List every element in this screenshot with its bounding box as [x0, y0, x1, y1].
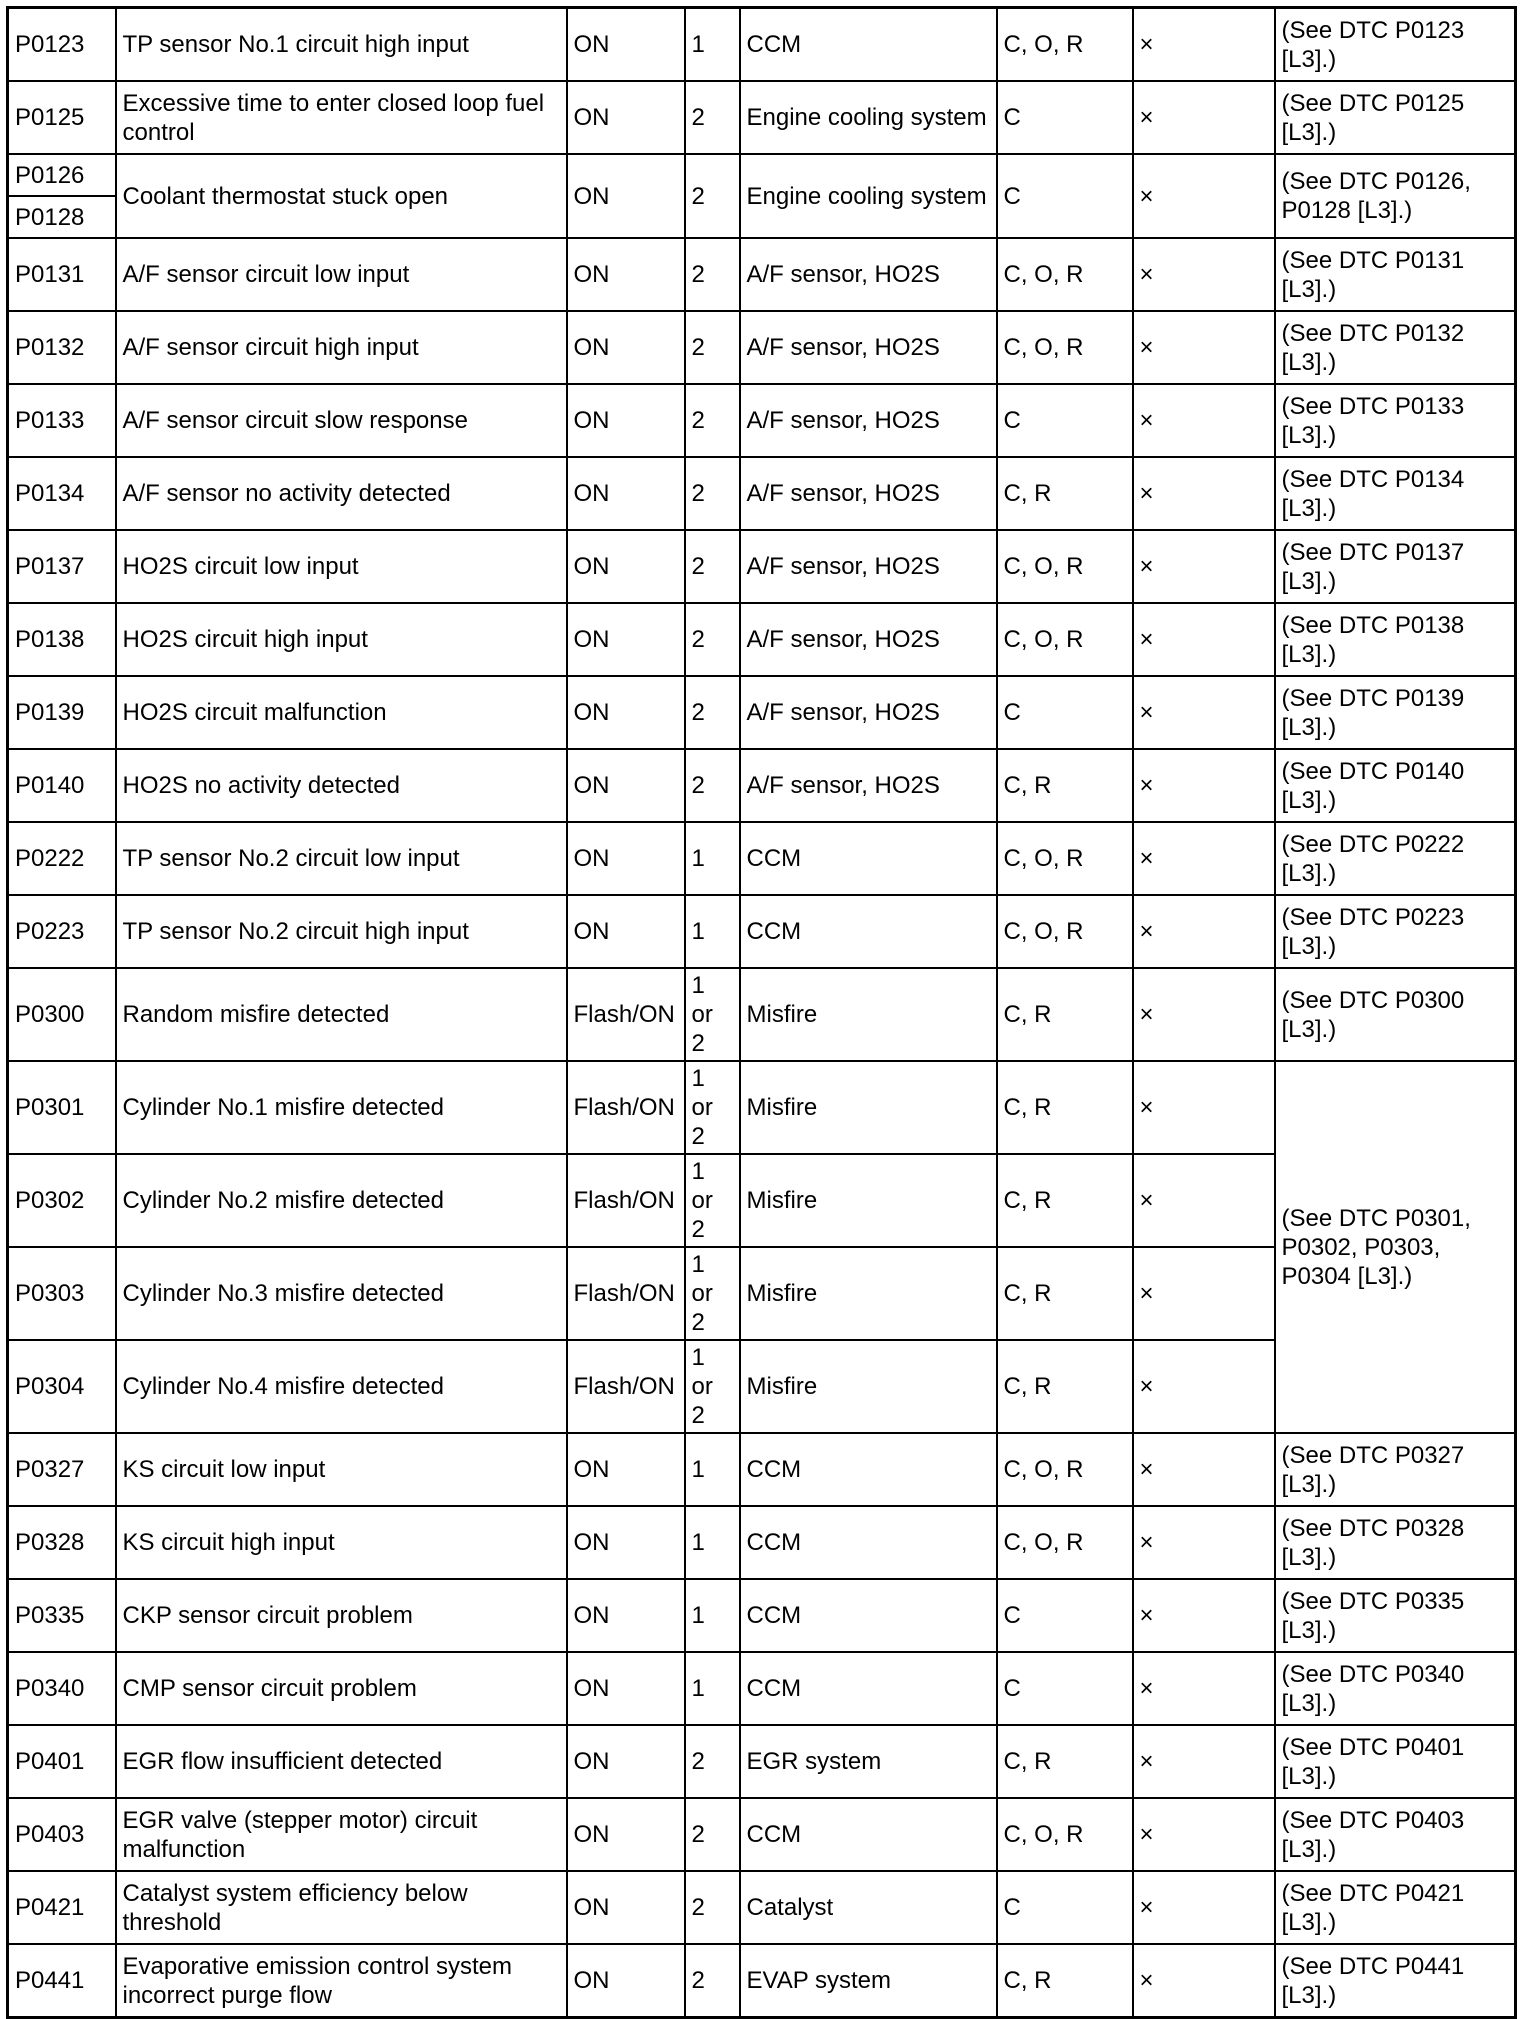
monitor-item: Engine cooling system: [740, 154, 997, 238]
dtc-code: P0327: [8, 1433, 116, 1506]
mil: Flash/ON: [567, 1154, 685, 1247]
trip: 1 or 2: [685, 1247, 740, 1340]
memory-mark: ×: [1133, 1506, 1275, 1579]
mil: ON: [567, 1725, 685, 1798]
monitor-item: A/F sensor, HO2S: [740, 530, 997, 603]
reference-link[interactable]: (See DTC P0125 [L3].): [1275, 81, 1516, 154]
reference-link[interactable]: (See DTC P0132 [L3].): [1275, 311, 1516, 384]
reference-link[interactable]: (See DTC P0133 [L3].): [1275, 384, 1516, 457]
monitor-item: A/F sensor, HO2S: [740, 603, 997, 676]
dtc-code: P0300: [8, 968, 116, 1061]
dtc-code: P0335: [8, 1579, 116, 1652]
test-type: C, O, R: [997, 530, 1133, 603]
trip: 2: [685, 238, 740, 311]
trip: 1: [685, 8, 740, 82]
test-type: C: [997, 1579, 1133, 1652]
dtc-code: P0132: [8, 311, 116, 384]
test-type: C: [997, 81, 1133, 154]
trip: 2: [685, 603, 740, 676]
test-type: C, R: [997, 1247, 1133, 1340]
dtc-table-page: [6, 6, 1514, 2019]
reference-link[interactable]: (See DTC P0441 [L3].): [1275, 1944, 1516, 2018]
dtc-code: P0401: [8, 1725, 116, 1798]
trip: 2: [685, 1871, 740, 1944]
trip: 1: [685, 822, 740, 895]
condition: A/F sensor circuit high input: [116, 311, 567, 384]
mil: ON: [567, 238, 685, 311]
table-row: [8, 1725, 1516, 1798]
condition: Random misfire detected: [116, 968, 567, 1061]
test-type: C, O, R: [997, 1798, 1133, 1871]
dtc-code: P0441: [8, 1944, 116, 2018]
memory-mark: ×: [1133, 1433, 1275, 1506]
reference-link[interactable]: (See DTC P0140 [L3].): [1275, 749, 1516, 822]
monitor-item: CCM: [740, 8, 997, 82]
test-type: C: [997, 1871, 1133, 1944]
reference-link[interactable]: (See DTC P0327 [L3].): [1275, 1433, 1516, 1506]
dtc-code: P0222: [8, 822, 116, 895]
table-row: [8, 1579, 1516, 1652]
memory-mark: ×: [1133, 384, 1275, 457]
monitor-item: EGR system: [740, 1725, 997, 1798]
dtc-code: P0128: [8, 196, 116, 238]
table-row: [8, 8, 1516, 82]
reference-link[interactable]: (See DTC P0139 [L3].): [1275, 676, 1516, 749]
trip: 1: [685, 1652, 740, 1725]
table-row: [8, 530, 1516, 603]
monitor-item: Engine cooling system: [740, 81, 997, 154]
trip: 1: [685, 895, 740, 968]
table-row: [8, 968, 1516, 1061]
reference-link[interactable]: (See DTC P0340 [L3].): [1275, 1652, 1516, 1725]
reference-link[interactable]: (See DTC P0131 [L3].): [1275, 238, 1516, 311]
dtc-code: P0328: [8, 1506, 116, 1579]
test-type: C, R: [997, 1154, 1133, 1247]
memory-mark: ×: [1133, 530, 1275, 603]
test-type: C, R: [997, 1061, 1133, 1154]
monitor-item: CCM: [740, 1798, 997, 1871]
mil: ON: [567, 530, 685, 603]
table-row: [8, 676, 1516, 749]
mil: Flash/ON: [567, 1061, 685, 1154]
trip: 1 or 2: [685, 1340, 740, 1433]
dtc-code: P0133: [8, 384, 116, 457]
table-row: [8, 822, 1516, 895]
memory-mark: ×: [1133, 1652, 1275, 1725]
dtc-code: P0403: [8, 1798, 116, 1871]
memory-mark: ×: [1133, 968, 1275, 1061]
test-type: C, R: [997, 968, 1133, 1061]
memory-mark: ×: [1133, 1871, 1275, 1944]
dtc-code: P0301: [8, 1061, 116, 1154]
monitor-item: A/F sensor, HO2S: [740, 311, 997, 384]
dtc-code: P0304: [8, 1340, 116, 1433]
table-row: [8, 81, 1516, 154]
trip: 2: [685, 311, 740, 384]
condition: A/F sensor circuit low input: [116, 238, 567, 311]
table-row: [8, 238, 1516, 311]
table-row: [8, 1944, 1516, 2018]
reference-link[interactable]: (See DTC P0134 [L3].): [1275, 457, 1516, 530]
mil: ON: [567, 8, 685, 82]
mil: ON: [567, 311, 685, 384]
table-row: [8, 1433, 1516, 1506]
trip: 2: [685, 457, 740, 530]
mil: ON: [567, 384, 685, 457]
test-type: C: [997, 154, 1133, 238]
condition: Cylinder No.4 misfire detected: [116, 1340, 567, 1433]
test-type: C, R: [997, 1725, 1133, 1798]
test-type: C, R: [997, 457, 1133, 530]
monitor-item: Misfire: [740, 1061, 997, 1154]
memory-mark: ×: [1133, 1247, 1275, 1340]
condition: KS circuit high input: [116, 1506, 567, 1579]
trip: 2: [685, 384, 740, 457]
memory-mark: ×: [1133, 1725, 1275, 1798]
condition: HO2S circuit malfunction: [116, 676, 567, 749]
condition: A/F sensor no activity detected: [116, 457, 567, 530]
table-row: [8, 311, 1516, 384]
reference-link[interactable]: (See DTC P0328 [L3].): [1275, 1506, 1516, 1579]
dtc-code: P0137: [8, 530, 116, 603]
table-row: [8, 895, 1516, 968]
reference-link[interactable]: (See DTC P0137 [L3].): [1275, 530, 1516, 603]
trip: 2: [685, 676, 740, 749]
trip: 1 or 2: [685, 968, 740, 1061]
mil: ON: [567, 1652, 685, 1725]
reference-link[interactable]: (See DTC P0335 [L3].): [1275, 1579, 1516, 1652]
reference-link[interactable]: (See DTC P0300 [L3].): [1275, 968, 1516, 1061]
dtc-code: P0302: [8, 1154, 116, 1247]
mil: ON: [567, 457, 685, 530]
reference-link[interactable]: (See DTC P0123 [L3].): [1275, 8, 1516, 82]
dtc-code: P0421: [8, 1871, 116, 1944]
test-type: C, O, R: [997, 238, 1133, 311]
trip: 2: [685, 530, 740, 603]
monitor-item: Catalyst: [740, 1871, 997, 1944]
test-type: C, O, R: [997, 8, 1133, 82]
monitor-item: EVAP system: [740, 1944, 997, 2018]
monitor-item: CCM: [740, 895, 997, 968]
mil: ON: [567, 1798, 685, 1871]
memory-mark: ×: [1133, 749, 1275, 822]
monitor-item: A/F sensor, HO2S: [740, 238, 997, 311]
trip: 2: [685, 154, 740, 238]
dtc-code: P0139: [8, 676, 116, 749]
trip: 2: [685, 749, 740, 822]
monitor-item: Misfire: [740, 968, 997, 1061]
test-type: C, O, R: [997, 603, 1133, 676]
table-row: [8, 457, 1516, 530]
condition: Evaporative emission control system incorrect purge flow: [116, 1944, 567, 2018]
memory-mark: ×: [1133, 1061, 1275, 1154]
mil: ON: [567, 81, 685, 154]
monitor-item: Misfire: [740, 1340, 997, 1433]
condition: TP sensor No.1 circuit high input: [116, 8, 567, 82]
trip: 2: [685, 1798, 740, 1871]
monitor-item: A/F sensor, HO2S: [740, 384, 997, 457]
memory-mark: ×: [1133, 895, 1275, 968]
condition: Cylinder No.1 misfire detected: [116, 1061, 567, 1154]
test-type: C, O, R: [997, 895, 1133, 968]
trip: 2: [685, 1725, 740, 1798]
memory-mark: ×: [1133, 311, 1275, 384]
memory-mark: ×: [1133, 154, 1275, 238]
reference-link[interactable]: (See DTC P0126, P0128 [L3].): [1275, 154, 1516, 238]
mil: ON: [567, 1433, 685, 1506]
memory-mark: ×: [1133, 1579, 1275, 1652]
table-row: [8, 384, 1516, 457]
memory-mark: ×: [1133, 1340, 1275, 1433]
test-type: C, O, R: [997, 822, 1133, 895]
condition: HO2S no activity detected: [116, 749, 567, 822]
condition: CKP sensor circuit problem: [116, 1579, 567, 1652]
memory-mark: ×: [1133, 457, 1275, 530]
dtc-code: P0123: [8, 8, 116, 82]
monitor-item: A/F sensor, HO2S: [740, 457, 997, 530]
mil: ON: [567, 822, 685, 895]
monitor-item: CCM: [740, 1433, 997, 1506]
dtc-code: P0131: [8, 238, 116, 311]
condition: TP sensor No.2 circuit high input: [116, 895, 567, 968]
table-row: [8, 154, 1516, 196]
reference-link[interactable]: (See DTC P0401 [L3].): [1275, 1725, 1516, 1798]
test-type: C: [997, 676, 1133, 749]
test-type: C, O, R: [997, 311, 1133, 384]
mil: ON: [567, 749, 685, 822]
test-type: C, O, R: [997, 1506, 1133, 1579]
mil: ON: [567, 1871, 685, 1944]
reference-link[interactable]: (See DTC P0222 [L3].): [1275, 822, 1516, 895]
dtc-code: P0340: [8, 1652, 116, 1725]
table-row: [8, 1061, 1516, 1154]
mil: ON: [567, 603, 685, 676]
table-row: [8, 1798, 1516, 1871]
test-type: C: [997, 1652, 1133, 1725]
dtc-code: P0223: [8, 895, 116, 968]
memory-mark: ×: [1133, 676, 1275, 749]
monitor-item: CCM: [740, 822, 997, 895]
mil: Flash/ON: [567, 1340, 685, 1433]
reference-link[interactable]: (See DTC P0403 [L3].): [1275, 1798, 1516, 1871]
dtc-code: P0126: [8, 154, 116, 196]
dtc-code: P0138: [8, 603, 116, 676]
memory-mark: ×: [1133, 238, 1275, 311]
mil: ON: [567, 1506, 685, 1579]
table-row: [8, 603, 1516, 676]
memory-mark: ×: [1133, 1154, 1275, 1247]
trip: 1: [685, 1506, 740, 1579]
memory-mark: ×: [1133, 8, 1275, 82]
test-type: C: [997, 384, 1133, 457]
condition: TP sensor No.2 circuit low input: [116, 822, 567, 895]
condition: EGR valve (stepper motor) circuit malfunction: [116, 1798, 567, 1871]
mil: ON: [567, 895, 685, 968]
mil: Flash/ON: [567, 1247, 685, 1340]
memory-mark: ×: [1133, 81, 1275, 154]
monitor-item: CCM: [740, 1652, 997, 1725]
reference-link[interactable]: (See DTC P0223 [L3].): [1275, 895, 1516, 968]
condition: EGR flow insufficient detected: [116, 1725, 567, 1798]
condition: A/F sensor circuit slow response: [116, 384, 567, 457]
test-type: C, R: [997, 749, 1133, 822]
condition: Cylinder No.3 misfire detected: [116, 1247, 567, 1340]
condition: Catalyst system efficiency below threshold: [116, 1871, 567, 1944]
table-row: [8, 1506, 1516, 1579]
trip: 1: [685, 1433, 740, 1506]
memory-mark: ×: [1133, 603, 1275, 676]
condition: Cylinder No.2 misfire detected: [116, 1154, 567, 1247]
dtc-code: P0140: [8, 749, 116, 822]
test-type: C, R: [997, 1944, 1133, 2018]
trip: 1 or 2: [685, 1061, 740, 1154]
test-type: C, O, R: [997, 1433, 1133, 1506]
mil: ON: [567, 1579, 685, 1652]
mil: ON: [567, 676, 685, 749]
condition: CMP sensor circuit problem: [116, 1652, 567, 1725]
table-row: [8, 749, 1516, 822]
dtc-code: P0134: [8, 457, 116, 530]
test-type: C, R: [997, 1340, 1133, 1433]
reference-link[interactable]: (See DTC P0301, P0302, P0303, P0304 [L3].): [1275, 1061, 1516, 1433]
monitor-item: Misfire: [740, 1247, 997, 1340]
mil: ON: [567, 1944, 685, 2018]
condition: HO2S circuit low input: [116, 530, 567, 603]
trip: 2: [685, 1944, 740, 2018]
dtc-code: P0125: [8, 81, 116, 154]
trip: 2: [685, 81, 740, 154]
table-row: [8, 1871, 1516, 1944]
reference-link[interactable]: (See DTC P0421 [L3].): [1275, 1871, 1516, 1944]
monitor-item: CCM: [740, 1579, 997, 1652]
dtc-code: P0303: [8, 1247, 116, 1340]
mil: Flash/ON: [567, 968, 685, 1061]
monitor-item: Misfire: [740, 1154, 997, 1247]
condition: Coolant thermostat stuck open: [116, 154, 567, 238]
mil: ON: [567, 154, 685, 238]
condition: HO2S circuit high input: [116, 603, 567, 676]
condition: KS circuit low input: [116, 1433, 567, 1506]
table-row: [8, 1652, 1516, 1725]
memory-mark: ×: [1133, 822, 1275, 895]
condition: Excessive time to enter closed loop fuel control: [116, 81, 567, 154]
reference-link[interactable]: (See DTC P0138 [L3].): [1275, 603, 1516, 676]
memory-mark: ×: [1133, 1798, 1275, 1871]
memory-mark: ×: [1133, 1944, 1275, 2018]
trip: 1 or 2: [685, 1154, 740, 1247]
monitor-item: A/F sensor, HO2S: [740, 676, 997, 749]
trip: 1: [685, 1579, 740, 1652]
monitor-item: CCM: [740, 1506, 997, 1579]
monitor-item: A/F sensor, HO2S: [740, 749, 997, 822]
dtc-table: [6, 6, 1517, 2019]
